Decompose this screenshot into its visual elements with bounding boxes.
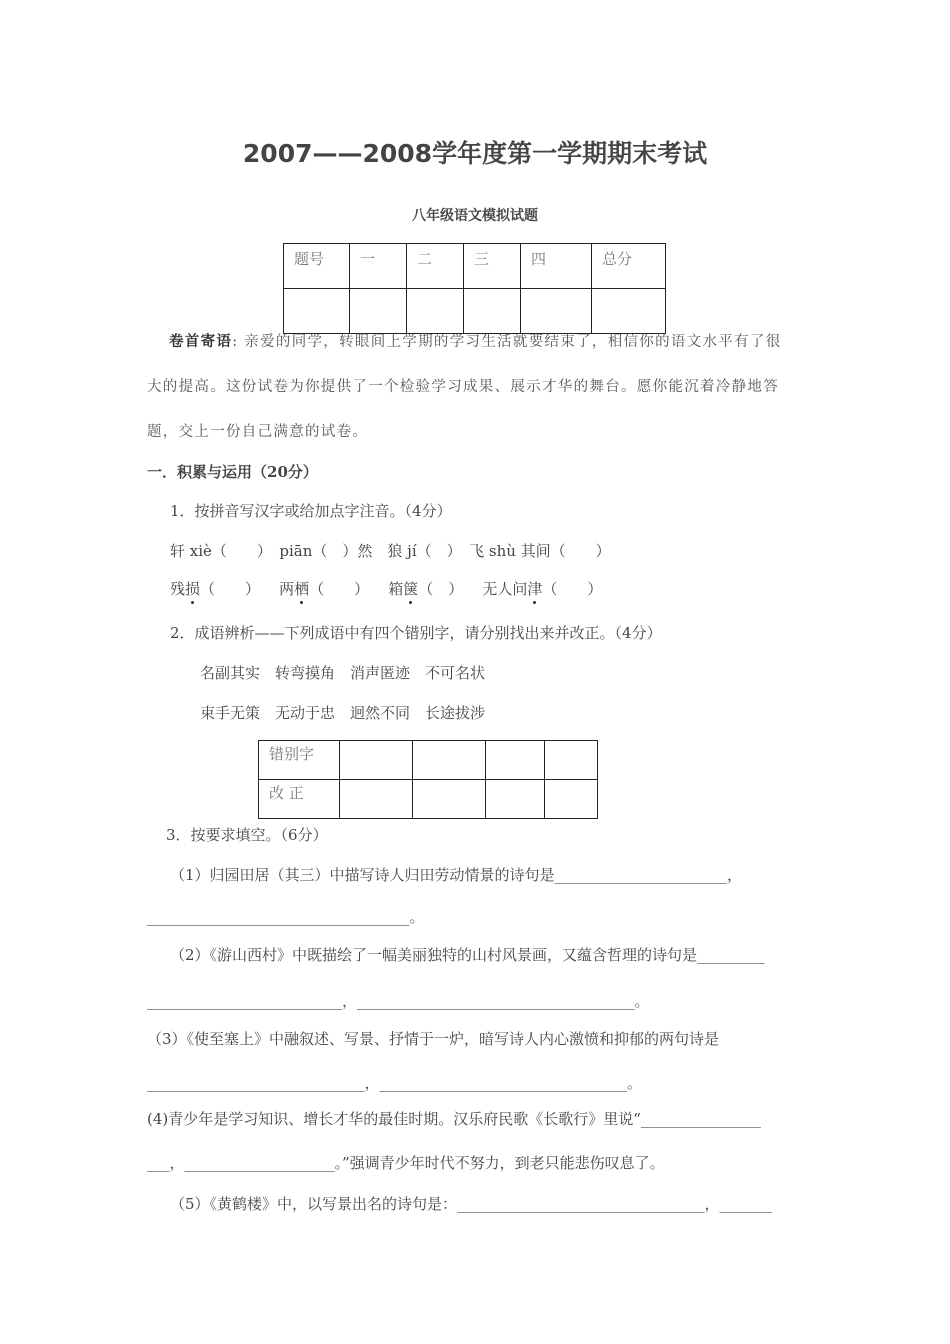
fill-5a: （5）《黄鹤楼》中，以写景出名的诗句是：_________________________________，_______ (170, 1195, 773, 1213)
idiom-row-1: 名副其实 转弯摸角 消声匿迹 不可名状 (200, 664, 486, 682)
score-cell[interactable] (284, 289, 350, 334)
pinyin-item: 残损（ ） (170, 580, 261, 598)
score-header-cell: 题号 (284, 244, 350, 289)
score-header-cell: 四 (521, 244, 592, 289)
score-header-cell: 三 (464, 244, 521, 289)
score-table (283, 243, 666, 334)
score-cell[interactable] (464, 289, 521, 334)
score-cell[interactable] (592, 289, 666, 334)
exam-title: 2007——2008学年度第一学期期末考试 (242, 139, 708, 168)
correction-cell[interactable] (413, 741, 486, 780)
correction-cell[interactable] (486, 780, 545, 819)
question-1-row-1: 轩 xiè（ ） piān（ ）然 狼 jí（ ） 飞 shù 其间（ ） (170, 542, 611, 560)
fill-3b: _____________________________，_________________________________。 (147, 1074, 643, 1092)
fill-2a: （2）《游山西村》中既描绘了一幅美丽独特的山村风景画，又蕴含哲理的诗句是_________ (170, 946, 765, 964)
dotted-char: 损 (185, 580, 201, 598)
correction-table (258, 740, 598, 819)
intro-line-1 (147, 330, 807, 351)
fill-1a: （1）归园田居（其三）中描写诗人归田劳动情景的诗句是_______________________， (170, 866, 743, 884)
score-cell[interactable] (521, 289, 592, 334)
dotted-char: 箧 (403, 580, 419, 598)
score-header-cell: 总分 (592, 244, 666, 289)
score-header-cell: 一 (350, 244, 407, 289)
dotted-char: 栖 (294, 580, 310, 598)
correction-cell[interactable] (413, 780, 486, 819)
question-3-prompt: 3．按要求填空。（6分） (166, 826, 328, 844)
correction-label: 改 正 (259, 780, 340, 819)
idiom-row-2: 束手无策 无动于忠 迥然不同 长途拔涉 (200, 704, 486, 722)
pinyin-item: 箱箧（ ） (388, 580, 464, 598)
correction-cell[interactable] (340, 741, 413, 780)
correction-cell[interactable] (545, 780, 598, 819)
question-2-prompt: 2．成语辨析——下列成语中有四个错别字，请分别找出来并改正。（4分） (170, 624, 662, 642)
fill-4b: ___，____________________。”强调青少年时代不努力，到老只能悲伤叹息了。 (147, 1154, 665, 1172)
pinyin-item: 无人问津（ ） (482, 580, 603, 598)
correction-label: 错别字 (259, 741, 340, 780)
dotted-char: 津 (527, 580, 543, 598)
fill-3a: （3）《使至塞上》中融叙述、写景、抒情于一炉，暗写诗人内心激愤和抑郁的两句诗是 (147, 1030, 720, 1048)
correction-cell[interactable] (340, 780, 413, 819)
fill-1b: ___________________________________。 (147, 908, 425, 926)
intro-label: 卷首寄语 (169, 333, 233, 350)
intro-line-2: 大的提高。这份试卷为你提供了一个检验学习成果、展示才华的舞台。愿你能沉着冷静地答 (147, 379, 779, 395)
correction-cell[interactable] (486, 741, 545, 780)
score-header-cell: 二 (407, 244, 464, 289)
question-1-prompt: 1．按拼音写汉字或给加点字注音。（4分） (170, 502, 452, 520)
score-cell[interactable] (407, 289, 464, 334)
fill-4a: (4)青少年是学习知识、增长才华的最佳时期。汉乐府民歌《长歌行》里说“________________ (147, 1110, 761, 1128)
pinyin-item: 两栖（ ） (279, 580, 370, 598)
correction-cell[interactable] (545, 741, 598, 780)
question-1-row-2 (170, 578, 602, 599)
intro-line-3: 题，交上一份自己满意的试卷。 (147, 424, 369, 440)
score-cell[interactable] (350, 289, 407, 334)
section-heading: 一．积累与运用（20分） (147, 463, 318, 481)
fill-2b: __________________________，_____________________________________。 (147, 992, 650, 1010)
exam-subtitle: 八年级语文模拟试题 (412, 208, 538, 224)
intro-text: : 亲爱的同学，转眼间上学期的学习生活就要结束了，相信你的语文水平有了很 (232, 334, 782, 350)
